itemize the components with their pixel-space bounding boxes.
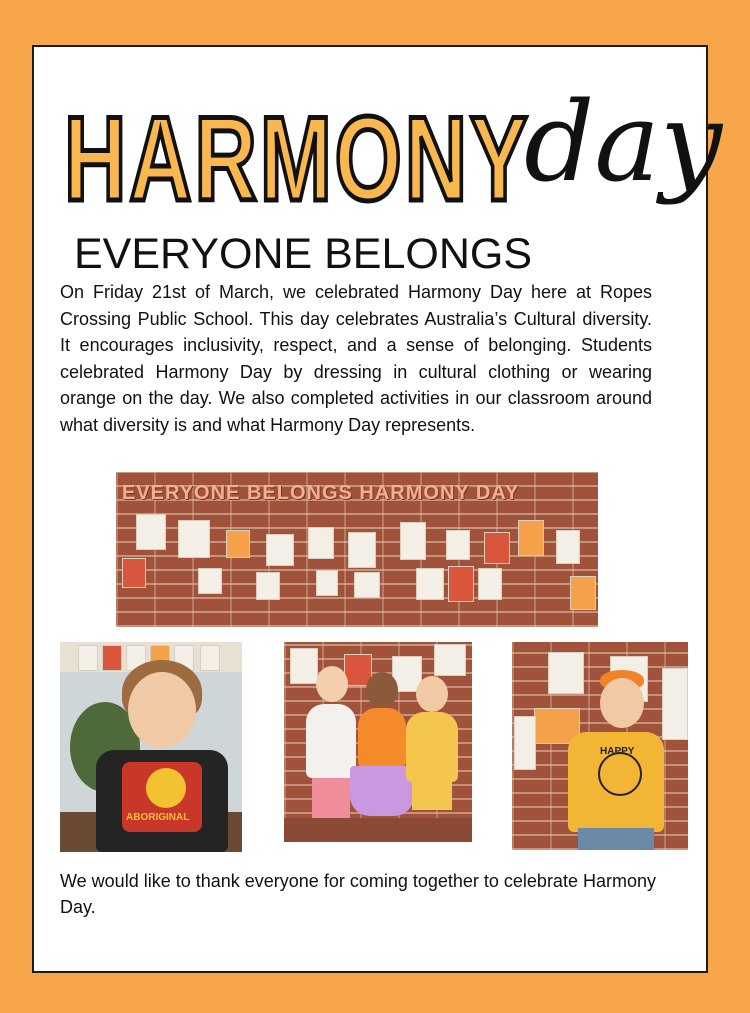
closing-paragraph: We would like to thank everyone for coming together to celebrate Harmony Day.	[60, 871, 656, 917]
title-harmony: HARMONY	[64, 92, 531, 226]
photo-display-wall	[116, 472, 598, 627]
shirt-text-aboriginal: ABORIGINAL	[126, 812, 190, 823]
body-paragraph: On Friday 21st of March, we celebrated Harmony Day here at Ropes Crossing Public School. This day celebrates Australia’s Cultural diversity. It encourages inclusivity, respect, and a sense of belonging. Students celebrated Harmony Day by dressing in cultural clothing or wearing orange on the day. We also completed activities in our classroom around what diversity is and what Harmony Day represents.	[60, 282, 652, 435]
photo-students-group	[284, 642, 472, 842]
title-day-script: day	[524, 78, 723, 206]
wall-banner-text: EVERYONE BELONGS HARMONY DAY	[122, 482, 520, 504]
shirt-text-happy: HAPPY	[600, 746, 635, 757]
newsletter-card	[32, 45, 723, 973]
photo-student-3	[512, 642, 688, 850]
photo-student-1	[60, 642, 242, 852]
subtitle: EVERYONE BELONGS	[74, 230, 533, 278]
